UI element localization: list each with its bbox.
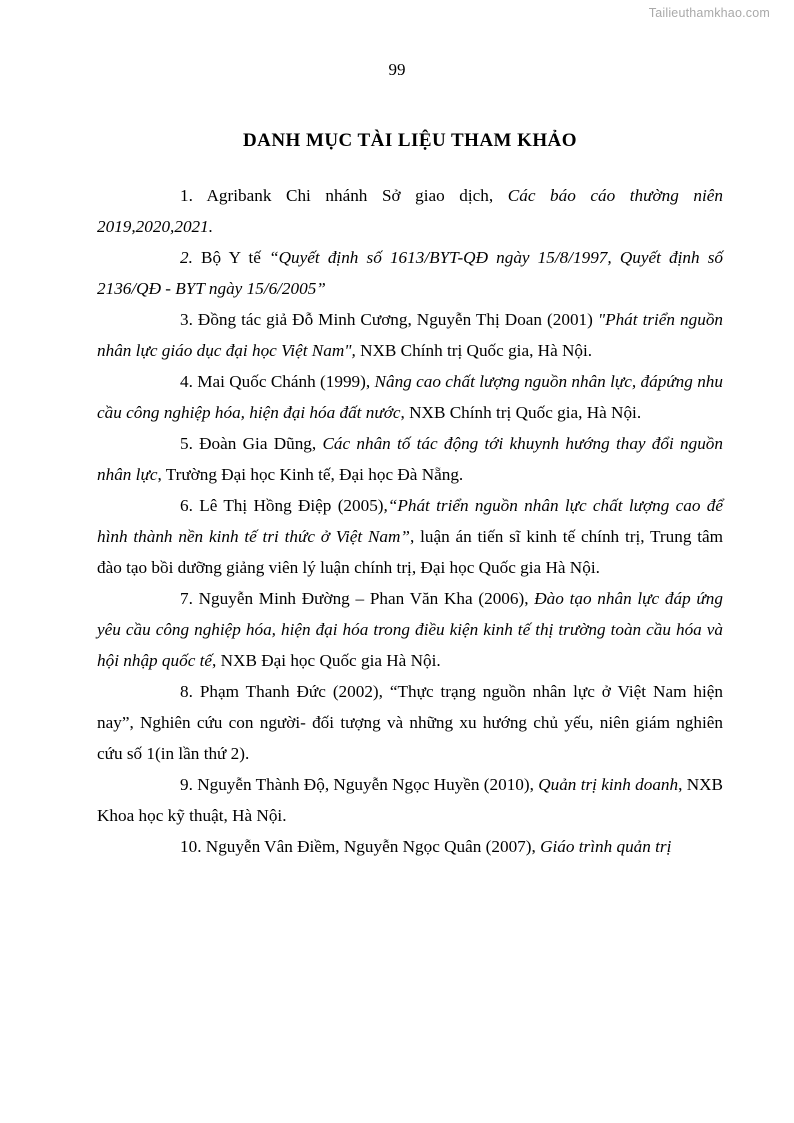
reference-title-text: "Phát triển nguồn nhân lực giáo dục đại học Việt Nam", bbox=[97, 310, 724, 360]
page-content bbox=[97, 128, 723, 862]
reference-title-text: Các nhân tố tác động tới khuynh hướng thay đổi nguồn nhân lực bbox=[97, 434, 723, 484]
reference-plain-text: NXB Chính trị Quốc gia, Hà Nội. bbox=[360, 341, 593, 360]
reference-entry bbox=[97, 831, 723, 862]
reference-plain-text: 10. Nguyễn Vân Điềm, Nguyễn Ngọc Quân (2007), bbox=[180, 837, 541, 856]
reference-entry bbox=[97, 180, 723, 242]
reference-plain-text: , NXB Đại học Quốc gia Hà Nội. bbox=[212, 651, 441, 670]
reference-plain-text: 4. Mai Quốc Chánh (1999), bbox=[180, 372, 375, 391]
reference-title-text: Nâng cao chất lượng nguồn nhân lực, đápứng nhu cầu công nghiệp hóa, hiện đại hóa đất nước bbox=[97, 372, 723, 422]
reference-title-text: Giáo trình quản trị bbox=[540, 837, 672, 856]
reference-entry bbox=[97, 490, 723, 583]
reference-plain-text: 6. Lê Thị Hồng Điệp (2005) bbox=[180, 496, 384, 515]
page-title: DANH MỤC TÀI LIỆU THAM KHẢO bbox=[243, 130, 577, 151]
reference-title-text: 2. bbox=[180, 248, 202, 267]
reference-title-text: Đào tạo nhân lực đáp ứng yêu cầu công nghiệp hóa, hiện đại hóa trong điều kiện kinh tế thị trường toàn cầu hóa và hội nhập quốc tế bbox=[97, 589, 723, 670]
reference-entry bbox=[97, 769, 723, 831]
page-number: 99 bbox=[388, 60, 406, 79]
reference-plain-text: 9. Nguyễn Thành Độ, Nguyễn Ngọc Huyền (2010), bbox=[180, 775, 539, 794]
reference-plain-text: 3. Đồng tác giả Đỗ Minh Cương, Nguyễn Thị Doan (2001) bbox=[180, 310, 598, 329]
reference-plain-text: , NXB Chính trị Quốc gia, Hà Nội. bbox=[400, 403, 642, 422]
reference-plain-text: 7. Nguyễn Minh Đường – Phan Văn Kha (2006), bbox=[180, 589, 535, 608]
reference-entry bbox=[97, 583, 723, 676]
reference-entry bbox=[97, 242, 723, 304]
reference-title-text: Quản trị kinh doanh bbox=[538, 775, 679, 794]
reference-title-text: “Quyết định số 1613/BYT-QĐ ngày 15/8/1997, Quyết định số 2136/QĐ - BYT ngày 15/6/2005” bbox=[97, 248, 723, 298]
reference-plain-text: 5. Đoàn Gia Dũng, bbox=[180, 434, 323, 453]
reference-list bbox=[97, 180, 723, 862]
reference-title-text: ,“Phát triển nguồn nhân lực chất lượng cao để hình thành nền kinh tế tri thức ở Việt Nam” bbox=[97, 496, 723, 546]
reference-entry bbox=[97, 304, 723, 366]
reference-entry bbox=[97, 366, 723, 428]
reference-entry bbox=[97, 428, 723, 490]
reference-plain-text: 8. Phạm Thanh Đức (2002), “Thực trạng nguồn nhân lực ở Việt Nam hiện nay”, Nghiên cứu con người- đối tượng và những xu hướng chủ yếu, niên giám nghiên cứu số 1(in lần thứ 2). bbox=[97, 682, 723, 763]
reference-title-text: Các báo cáo thường niên 2019,2020,2021. bbox=[97, 186, 723, 236]
reference-plain-text: , luận án tiến sĩ kinh tế chính trị, Trung tâm đào tạo bồi dưỡng giảng viên lý luận chính trị, Đại học Quốc gia Hà Nội. bbox=[97, 527, 723, 577]
reference-plain-text: Bộ Y tế bbox=[201, 248, 270, 267]
watermark-text: Tailieuthamkhao.com bbox=[648, 6, 770, 20]
reference-plain-text: , Trường Đại học Kinh tế, Đại học Đà Nẵng. bbox=[157, 465, 464, 484]
reference-entry bbox=[97, 676, 723, 769]
reference-plain-text: , NXB Khoa học kỹ thuật, Hà Nội. bbox=[97, 775, 723, 825]
reference-plain-text: 1. Agribank Chi nhánh Sở giao dịch, bbox=[180, 186, 508, 205]
